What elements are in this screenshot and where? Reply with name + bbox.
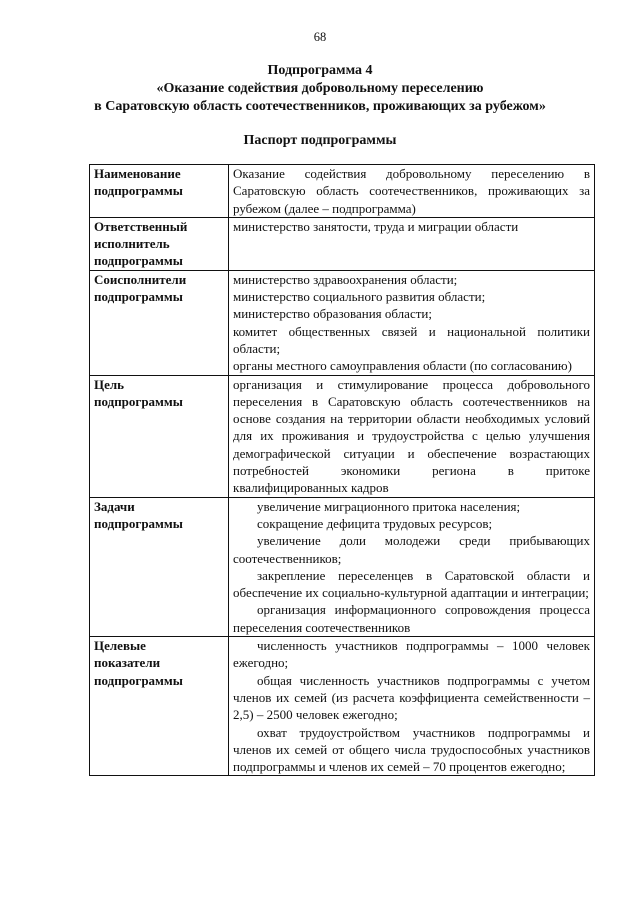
passport-table (89, 164, 595, 776)
passport-row (90, 497, 595, 636)
heading-line-1: Подпрограмма 4 (267, 63, 373, 78)
row-value (229, 637, 595, 776)
row-value (229, 375, 595, 497)
row-label-line: показатели (94, 655, 161, 671)
row-value-paragraph: организация и стимулирование процесса добровольного переселения в Саратовскую область соотечественников на основе создания на территории области необходимых условий для их проживания и трудоустройства с целью улучшения демографической ситуации и обеспечение возрастающих потребностей экономики региона в притоке квалифицированных кадров (233, 376, 590, 496)
subprogram-heading (40, 62, 600, 116)
row-label-line: Цель (94, 376, 125, 392)
row-label (90, 497, 229, 636)
row-value (229, 497, 595, 636)
row-value-paragraph: общая численность участников подпрограммы с учетом членов их семей (из расчета коэффициента семейственности – 2,5) – 2500 человек ежегодно; (233, 672, 590, 723)
row-label-line: подпрограммы (94, 515, 183, 531)
passport-title: Паспорт подпрограммы (243, 133, 397, 148)
passport-row (90, 217, 595, 270)
heading-line-2: «Оказание содействия добровольному переселению (156, 81, 484, 96)
row-label-line: Наименование (94, 166, 181, 181)
row-label-line: Целевые (94, 638, 146, 654)
row-value-paragraph: министерство здравоохранения области; (233, 271, 458, 287)
passport-row (90, 637, 595, 776)
row-value-paragraph: увеличение доли молодежи среди прибывающих соотечественников; (233, 533, 590, 566)
passport-row (90, 375, 595, 497)
row-value-paragraph: министерство занятости, труда и миграции области (233, 218, 519, 234)
row-value-paragraph: комитет общественных связей и национальной политики области; (233, 323, 590, 356)
row-label-line: Ответственный (94, 218, 188, 234)
heading-line-3: в Саратовскую область соотечественников, проживающих за рубежом» (94, 99, 546, 114)
row-value (229, 217, 595, 270)
row-value-paragraph: сокращение дефицита трудовых ресурсов; (257, 515, 493, 531)
row-value-paragraph: охват трудоустройством участников подпрограммы и членов их семей от общего числа трудоспособных участников подпрограммы и членов их семей – 70 процентов ежегодно; (233, 724, 590, 775)
row-value-paragraph: органы местного самоуправления области (по согласованию) (233, 358, 572, 374)
row-value-paragraph: численность участников подпрограммы – 1000 человек ежегодно; (233, 638, 590, 671)
row-label (90, 270, 229, 375)
row-value-paragraph: увеличение миграционного притока населения; (257, 498, 521, 514)
row-label-line: подпрограммы (94, 289, 183, 305)
passport-row (90, 270, 595, 375)
row-label-line: подпрограммы (94, 183, 183, 199)
row-value-paragraph: министерство образования области; (233, 306, 432, 322)
row-label-line: Соисполнители (94, 271, 187, 287)
passport-row (90, 165, 595, 218)
row-label (90, 375, 229, 497)
row-label-line: исполнитель (94, 236, 170, 252)
row-label-line: Задачи (94, 498, 135, 514)
row-label-line: подпрограммы (94, 393, 183, 409)
row-label (90, 165, 229, 218)
row-value-paragraph: министерство социального развития области; (233, 289, 486, 305)
row-value (229, 270, 595, 375)
row-label (90, 637, 229, 776)
row-value (229, 165, 595, 218)
page-number: 68 (313, 30, 327, 44)
row-label-line: подпрограммы (94, 253, 183, 269)
row-label-line: подпрограммы (94, 672, 183, 688)
row-label (90, 217, 229, 270)
row-value-paragraph: организация информационного сопровождения процесса переселения соотечественников (233, 602, 590, 635)
row-value-paragraph: Оказание содействия добровольному переселению в Саратовскую область соотечественников, проживающих за рубежом (далее – подпрограмма) (233, 166, 590, 216)
row-value-paragraph: закрепление переселенцев в Саратовской области и обеспечение их социально-культурной адаптации и интеграции; (233, 567, 590, 601)
